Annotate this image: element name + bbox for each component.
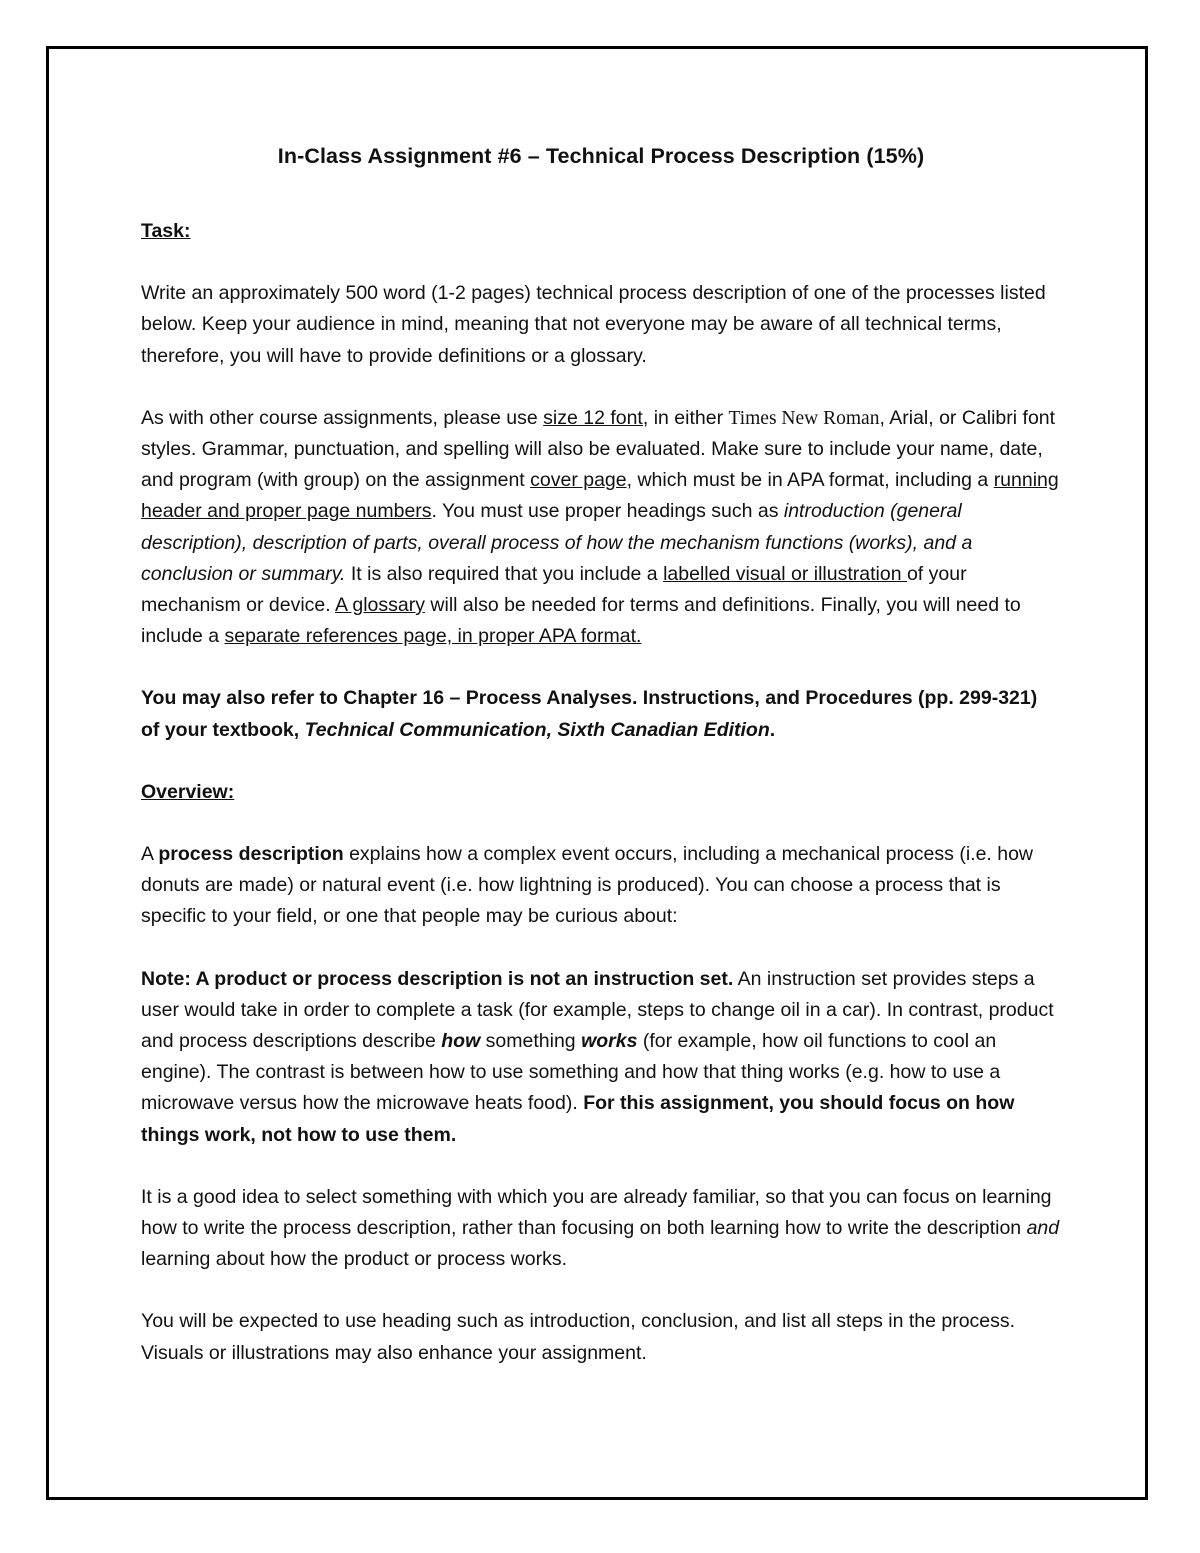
text-span: , xyxy=(879,406,890,429)
text-span: It is also required that you include a xyxy=(345,562,664,585)
task-paragraph: Write an approximately 500 word (1-2 pages) technical process description of one of the processes listed below. Keep your audience in mind, meaning that not everyone may be aware of all technical terms, therefore, you will have to provide definitions or a glossary. xyxy=(141,282,1046,367)
visual-requirement: labelled visual or illustration xyxy=(663,562,907,585)
text-span: You may also refer to Chapter 16 – Process Analyses. Instructions, and Procedures (pp. 299-321) of your textbook, xyxy=(141,687,1038,741)
text-span: of your mechanism or device. xyxy=(141,562,967,617)
bold-term: process description xyxy=(158,843,344,866)
headings-list: introduction (general description), description of parts, overall process of how the mechanism functions (works), and a conclusion or summary. xyxy=(141,500,973,585)
running-header-requirement: running header and proper page numbers xyxy=(141,469,1059,523)
text-span: A xyxy=(141,843,159,866)
final-paragraph: You will be expected to use heading such as introduction, conclusion, and list all steps in the process. Visuals or illustrations may also enhance your assignment. xyxy=(141,1310,1016,1364)
note-paragraph xyxy=(141,964,1061,1151)
note-lead: Note: A product or process description is not an instruction set. xyxy=(141,967,734,990)
text-span: which must be in APA format, including a xyxy=(632,469,994,492)
emphasis-how: how xyxy=(441,1030,481,1053)
text-span: It is a good idea to select something with which you are already familiar, so that you can focus on learning how to write the process description, rather than focusing on both learning how to write the description xyxy=(141,1185,1052,1240)
text-span: . xyxy=(769,718,776,741)
overview-heading: Overview: xyxy=(141,780,235,803)
emphasis-works: works xyxy=(581,1030,638,1053)
focus-statement: For this assignment, you should focus on how things work, not how to use them. xyxy=(141,1092,1015,1146)
text-span: . You must use proper headings such as xyxy=(431,500,784,523)
text-span: will also be needed for terms and definitions. Finally, you will need to include a xyxy=(141,594,1021,648)
text-span: learning about how the product or process works. xyxy=(141,1248,567,1271)
text-span: something xyxy=(480,1030,582,1053)
references-requirement: separate references page, in proper APA format. xyxy=(224,625,642,648)
text-span: explains how a complex event occurs, including a mechanical process (i.e. how donuts are made) or natural event (i.e. how lightning is produced). You can choose a process that is specific to your field, or one that people may be curious about: xyxy=(141,843,1034,928)
textbook-title: Technical Communication, Sixth Canadian Edition xyxy=(304,718,770,741)
text-span: As with other course assignments, please use xyxy=(141,406,544,429)
text-span: , or Calibri font styles. Grammar, punctuation, and spelling will also be evaluated. Make sure to include your name, date, and program (with group) on the assignment xyxy=(141,406,1056,492)
font-size-requirement: size 12 font, xyxy=(543,406,649,429)
emphasis-and: and xyxy=(1026,1217,1060,1240)
reference-paragraph xyxy=(141,683,1061,745)
format-paragraph xyxy=(141,403,1061,653)
cover-page-requirement: cover page, xyxy=(530,469,633,492)
glossary-requirement: A glossary xyxy=(335,594,425,617)
text-span: (for example, how oil functions to cool an engine). The contrast is between how to use something and how that thing works (e.g. how to use a microwave versus how the microwave heats food). xyxy=(141,1030,1001,1115)
font-name-times: Times New Roman xyxy=(728,407,880,429)
text-span: in either xyxy=(648,406,729,429)
task-heading: Task: xyxy=(141,220,191,242)
familiar-paragraph xyxy=(141,1182,1061,1276)
overview-paragraph xyxy=(141,839,1061,933)
font-name-arial: Arial xyxy=(889,406,929,429)
text-span: An instruction set provides steps a user would take in order to complete a task (for example, steps to change oil in a car). In contrast, product and process descriptions describe xyxy=(141,967,1054,1053)
document-body xyxy=(141,140,1061,1400)
page-title: In-Class Assignment #6 – Technical Process Description (15%) xyxy=(277,144,925,168)
